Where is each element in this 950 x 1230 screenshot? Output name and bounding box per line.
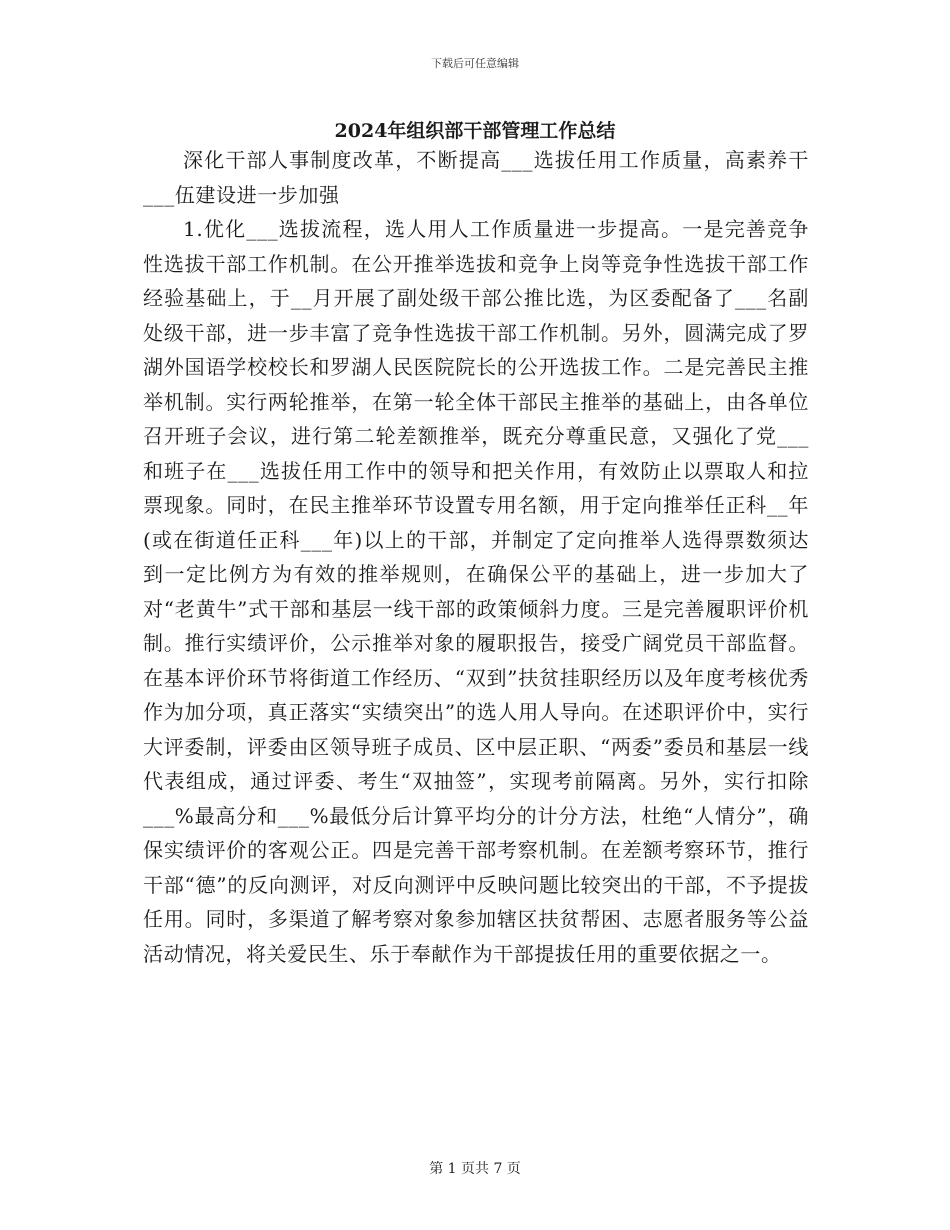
document-title: 2024年组织部干部管理工作总结 (334, 120, 616, 142)
paragraph-intro: 深化干部人事制度改革，不断提高___选拔任用工作质量，高素养干___伍建设进一步加强 (143, 148, 809, 207)
header-note: 下载后可任意编辑 (431, 57, 519, 70)
document-body (143, 143, 809, 971)
page-footer: 第 1 页共 7 页 (429, 1161, 521, 1177)
paragraph-main: 1.优化___选拔流程，选人用人工作质量进一步提高。一是完善竞争性选拔干部工作机制。在公开推举选拔和竞争上岗等竞争性选拔干部工作经验基础上，于__月开展了副处级干部公推比选，为区委配备了___名副处级干部，进一步丰富了竞争性选拔干部工作机制。另外，圆满完成了罗湖外国语学校校长和罗湖人民医院院长的公开选拔工作。二是完善民主推举机制。实行两轮推举，在第一轮全体干部民主推举的基础上，由各单位召开班子会议，进行第二轮差额推举，既充分尊重民意，又强化了党___和班子在___选拔任用工作中的领导和把关作用，有效防止以票取人和拉票现象。同时，在民主推举环节设置专用名额，用于定向推举任正科__年(或在街道任正科___年)以上的干部，并制定了定向推举人选得票数须达到一定比例方为有效的推举规则，在确保公平的基础上，进一步加大了对“老黄牛”式干部和基层一线干部的政策倾斜力度。三是完善履职评价机制。推行实绩评价，公示推举对象的履职报告，接受广阔党员干部监督。在基本评价环节将街道工作经历、“双到”扶贫挂职经历以及年度考核优秀作为加分项，真正落实“实绩突出”的选人用人导向。在述职评价中，实行大评委制，评委由区领导班子成员、区中层正职、“两委”委员和基层一线代表组成，通过评委、考生“双抽签”，实现考前隔离。另外，实行扣除___%最高分和___%最低分后计算平均分的计分方法，杜绝“人情分”，确保实绩评价的客观公正。四是完善干部考察机制。在差额考察环节，推行干部“德”的反向测评，对反向测评中反映问题比较突出的干部，不予提拔任用。同时，多渠道了解考察对象参加辖区扶贫帮困、志愿者服务等公益活动情况，将关爱民生、乐于奉献作为干部提拔任用的重要依据之一。 (143, 217, 809, 966)
